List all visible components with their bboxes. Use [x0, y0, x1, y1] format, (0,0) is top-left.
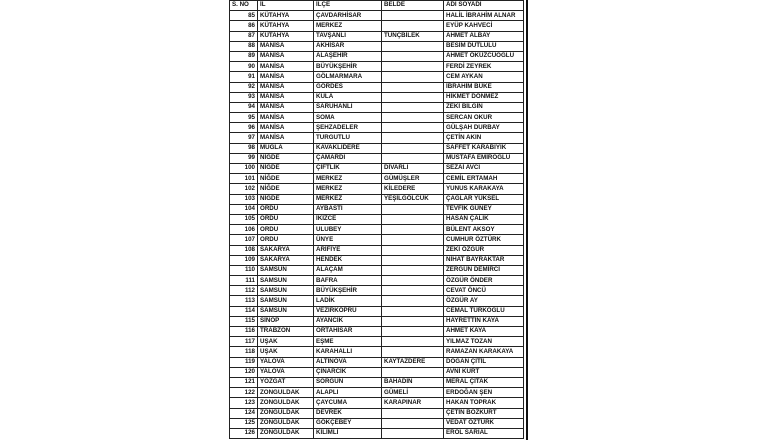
cell-ilce: TURGUTLU	[314, 133, 382, 143]
cell-adi-soyadi: ÇAĞLAR YÜKSEL	[444, 194, 524, 204]
cell-ilce: BAFRA	[314, 276, 382, 286]
cell-belde	[382, 418, 444, 428]
cell-il: SAMSUN	[258, 276, 314, 286]
table-row	[230, 113, 524, 123]
cell-sno: 110	[230, 265, 258, 275]
cell-sno: 109	[230, 255, 258, 265]
cell-adi-soyadi: ÖZGÜR AY	[444, 296, 524, 306]
candidate-table	[229, 0, 524, 439]
cell-belde	[382, 327, 444, 337]
cell-adi-soyadi: CUMHUR ÖZTÜRK	[444, 235, 524, 245]
cell-sno: 91	[230, 72, 258, 82]
cell-adi-soyadi: HALİL İBRAHİM ALNAR	[444, 11, 524, 21]
table-row	[230, 337, 524, 347]
table-row	[230, 377, 524, 387]
table-row	[230, 327, 524, 337]
cell-belde: GÜMELİ	[382, 388, 444, 398]
cell-sno: 103	[230, 194, 258, 204]
cell-sno: 114	[230, 306, 258, 316]
cell-sno: 120	[230, 367, 258, 377]
cell-sno: 119	[230, 357, 258, 367]
cell-adi-soyadi: EROL SARIAL	[444, 428, 524, 438]
cell-adi-soyadi: ZEKİ BİLGİN	[444, 102, 524, 112]
cell-adi-soyadi: NİHAT BAYRAKTAR	[444, 255, 524, 265]
cell-ilce: ÇINARCIK	[314, 367, 382, 377]
cell-sno: 122	[230, 388, 258, 398]
cell-il: MANİSA	[258, 133, 314, 143]
cell-belde: TUNÇBİLEK	[382, 31, 444, 41]
cell-sno: 105	[230, 214, 258, 224]
cell-adi-soyadi: İBRAHİM BÜKE	[444, 82, 524, 92]
cell-sno: 121	[230, 377, 258, 387]
table-row	[230, 184, 524, 194]
cell-sno: 90	[230, 62, 258, 72]
cell-ilce: GÖRDES	[314, 82, 382, 92]
cell-sno: 116	[230, 327, 258, 337]
cell-ilce: MERKEZ	[314, 194, 382, 204]
cell-belde	[382, 143, 444, 153]
cell-ilce: ALAPLI	[314, 388, 382, 398]
table-row	[230, 367, 524, 377]
cell-sno: 98	[230, 143, 258, 153]
cell-ilce: HENDEK	[314, 255, 382, 265]
cell-adi-soyadi: CEMİL ERTAMAH	[444, 174, 524, 184]
table-row	[230, 102, 524, 112]
table-row	[230, 408, 524, 418]
cell-belde: DİVARLI	[382, 164, 444, 174]
table-row	[230, 72, 524, 82]
table-row	[230, 51, 524, 61]
cell-il: MANİSA	[258, 82, 314, 92]
cell-ilce: ARİFİYE	[314, 245, 382, 255]
table-row	[230, 153, 524, 163]
cell-adi-soyadi: BESİM DUTLULU	[444, 41, 524, 51]
cell-ilce: ŞEHZADELER	[314, 123, 382, 133]
cell-ilce: KAVAKLIDERE	[314, 143, 382, 153]
cell-ilce: ALAŞEHİR	[314, 51, 382, 61]
cell-belde	[382, 82, 444, 92]
cell-belde	[382, 92, 444, 102]
cell-sno: 112	[230, 286, 258, 296]
cell-adi-soyadi: AHMET KAYA	[444, 327, 524, 337]
cell-ilce: ALAÇAM	[314, 265, 382, 275]
cell-belde	[382, 316, 444, 326]
cell-il: NİĞDE	[258, 153, 314, 163]
cell-sno: 92	[230, 82, 258, 92]
cell-belde	[382, 265, 444, 275]
cell-il: ZONGULDAK	[258, 398, 314, 408]
cell-il: MANİSA	[258, 102, 314, 112]
table-row	[230, 31, 524, 41]
cell-adi-soyadi: ÖZGÜR ÖNDER	[444, 276, 524, 286]
cell-belde	[382, 235, 444, 245]
cell-adi-soyadi: ÇETİN BOZKURT	[444, 408, 524, 418]
table-row	[230, 316, 524, 326]
cell-ilce: AKHİSAR	[314, 41, 382, 51]
cell-adi-soyadi: SAFFET KARABIYIK	[444, 143, 524, 153]
cell-adi-soyadi: ZERGÜN DEMİRCİ	[444, 265, 524, 275]
table-row	[230, 11, 524, 21]
cell-belde	[382, 408, 444, 418]
cell-ilce: ÇAVDARHİSAR	[314, 11, 382, 21]
cell-adi-soyadi: DOĞAN ÇİTİL	[444, 357, 524, 367]
cell-sno: 100	[230, 164, 258, 174]
cell-sno: 101	[230, 174, 258, 184]
cell-belde: GÜMÜŞLER	[382, 174, 444, 184]
cell-adi-soyadi: MERAL ÇITAK	[444, 377, 524, 387]
cell-sno: 123	[230, 398, 258, 408]
table-header-row	[230, 1, 524, 11]
cell-belde	[382, 123, 444, 133]
cell-adi-soyadi: BÜLENT AKSOY	[444, 225, 524, 235]
cell-il: MANİSA	[258, 41, 314, 51]
cell-il: ORDU	[258, 235, 314, 245]
table-row	[230, 225, 524, 235]
cell-adi-soyadi: CEMAL TÜRKOĞLU	[444, 306, 524, 316]
cell-belde: BAHADIN	[382, 377, 444, 387]
cell-il: ZONGULDAK	[258, 428, 314, 438]
cell-ilce: ÇAYCUMA	[314, 398, 382, 408]
cell-ilce: ÇİFTLİK	[314, 164, 382, 174]
cell-il: NİĞDE	[258, 194, 314, 204]
table-row	[230, 123, 524, 133]
table-row	[230, 204, 524, 214]
cell-il: SAKARYA	[258, 255, 314, 265]
cell-adi-soyadi: ZEKİ ÖZGÜR	[444, 245, 524, 255]
cell-belde	[382, 306, 444, 316]
cell-belde: YEŞİLGÖLCÜK	[382, 194, 444, 204]
cell-il: YALOVA	[258, 367, 314, 377]
table-row	[230, 265, 524, 275]
cell-sno: 118	[230, 347, 258, 357]
cell-ilce: SORGUN	[314, 377, 382, 387]
table-row	[230, 194, 524, 204]
cell-belde	[382, 255, 444, 265]
cell-ilce: TAVŞANLI	[314, 31, 382, 41]
cell-il: MANİSA	[258, 92, 314, 102]
cell-adi-soyadi: ERDOĞAN ŞEN	[444, 388, 524, 398]
cell-sno: 104	[230, 204, 258, 214]
cell-belde	[382, 245, 444, 255]
cell-adi-soyadi: YILMAZ TOZAN	[444, 337, 524, 347]
table-row	[230, 418, 524, 428]
cell-adi-soyadi: RAMAZAN KARAKAYA	[444, 347, 524, 357]
table-row	[230, 92, 524, 102]
cell-belde	[382, 367, 444, 377]
cell-ilce: AYBASTI	[314, 204, 382, 214]
cell-sno: 94	[230, 102, 258, 112]
cell-belde	[382, 337, 444, 347]
cell-adi-soyadi: SEZAİ AVCI	[444, 164, 524, 174]
cell-il: ORDU	[258, 225, 314, 235]
cell-ilce: MERKEZ	[314, 184, 382, 194]
table-row	[230, 214, 524, 224]
table-row	[230, 388, 524, 398]
cell-adi-soyadi: HİKMET DÖNMEZ	[444, 92, 524, 102]
cell-ilce: SARUHANLI	[314, 102, 382, 112]
cell-belde	[382, 21, 444, 31]
cell-belde	[382, 102, 444, 112]
cell-belde	[382, 153, 444, 163]
cell-il: ZONGULDAK	[258, 388, 314, 398]
cell-adi-soyadi: MUSTAFA EMİROĞLU	[444, 153, 524, 163]
cell-belde	[382, 347, 444, 357]
cell-ilce: ULUBEY	[314, 225, 382, 235]
cell-sno: 115	[230, 316, 258, 326]
cell-belde	[382, 72, 444, 82]
cell-sno: 99	[230, 153, 258, 163]
cell-il: UŞAK	[258, 347, 314, 357]
cell-ilce: KULA	[314, 92, 382, 102]
cell-belde	[382, 51, 444, 61]
table-row	[230, 306, 524, 316]
table-body	[230, 11, 524, 439]
document-page	[229, 0, 527, 440]
cell-belde	[382, 286, 444, 296]
cell-sno: 89	[230, 51, 258, 61]
table-row	[230, 21, 524, 31]
table-row	[230, 174, 524, 184]
cell-ilce: KARAHALLI	[314, 347, 382, 357]
cell-il: SAKARYA	[258, 245, 314, 255]
table-row	[230, 235, 524, 245]
cell-ilce: ÇAMARDI	[314, 153, 382, 163]
page-right-edge	[526, 0, 528, 440]
cell-il: SAMSUN	[258, 265, 314, 275]
cell-ilce: MERKEZ	[314, 21, 382, 31]
cell-il: SAMSUN	[258, 286, 314, 296]
header-belde: BELDE	[382, 1, 444, 11]
cell-sno: 96	[230, 123, 258, 133]
cell-belde	[382, 428, 444, 438]
cell-sno: 88	[230, 41, 258, 51]
cell-adi-soyadi: FERDİ ZEYREK	[444, 62, 524, 72]
cell-il: NİĞDE	[258, 184, 314, 194]
cell-sno: 113	[230, 296, 258, 306]
cell-il: KÜTAHYA	[258, 11, 314, 21]
table-row	[230, 357, 524, 367]
cell-ilce: ORTAHİSAR	[314, 327, 382, 337]
cell-adi-soyadi: CEVAT ÖNCÜ	[444, 286, 524, 296]
cell-belde	[382, 214, 444, 224]
header-il: İL	[258, 1, 314, 11]
cell-belde	[382, 296, 444, 306]
table-row	[230, 255, 524, 265]
table-row	[230, 347, 524, 357]
cell-adi-soyadi: TEVFİK GÜNEY	[444, 204, 524, 214]
cell-adi-soyadi: HAYRETTİN KAYA	[444, 316, 524, 326]
cell-il: TRABZON	[258, 327, 314, 337]
cell-adi-soyadi: SERCAN OKUR	[444, 113, 524, 123]
cell-adi-soyadi: AHMET ÖKÜZCÜOĞLU	[444, 51, 524, 61]
table-row	[230, 41, 524, 51]
cell-adi-soyadi: AHMET ALBAY	[444, 31, 524, 41]
cell-ilce: BÜYÜKŞEHİR	[314, 62, 382, 72]
cell-ilce: GÖLMARMARA	[314, 72, 382, 82]
table-row	[230, 164, 524, 174]
cell-sno: 108	[230, 245, 258, 255]
table-row	[230, 296, 524, 306]
cell-belde	[382, 204, 444, 214]
cell-il: ZONGULDAK	[258, 408, 314, 418]
cell-sno: 126	[230, 428, 258, 438]
cell-ilce: BÜYÜKŞEHİR	[314, 286, 382, 296]
cell-ilce: AYANCIK	[314, 316, 382, 326]
cell-ilce: ÜNYE	[314, 235, 382, 245]
header-sno: S. NO	[230, 1, 258, 11]
cell-sno: 125	[230, 418, 258, 428]
table-row	[230, 398, 524, 408]
cell-adi-soyadi: VEDAT ÖZTÜRK	[444, 418, 524, 428]
cell-il: SAMSUN	[258, 306, 314, 316]
cell-ilce: KİLİMLİ	[314, 428, 382, 438]
cell-sno: 93	[230, 92, 258, 102]
cell-belde	[382, 133, 444, 143]
cell-adi-soyadi: AVNİ KURT	[444, 367, 524, 377]
cell-belde	[382, 41, 444, 51]
cell-il: MANİSA	[258, 51, 314, 61]
cell-belde	[382, 276, 444, 286]
cell-sno: 106	[230, 225, 258, 235]
cell-adi-soyadi: GÜLŞAH DURBAY	[444, 123, 524, 133]
cell-ilce: LADİK	[314, 296, 382, 306]
cell-ilce: SOMA	[314, 113, 382, 123]
cell-il: ORDU	[258, 204, 314, 214]
table-row	[230, 62, 524, 72]
cell-ilce: ALTINOVA	[314, 357, 382, 367]
cell-il: KÜTAHYA	[258, 21, 314, 31]
cell-sno: 124	[230, 408, 258, 418]
table-row	[230, 276, 524, 286]
table-row	[230, 428, 524, 438]
cell-sno: 97	[230, 133, 258, 143]
cell-sno: 102	[230, 184, 258, 194]
cell-belde: KAYTAZDERE	[382, 357, 444, 367]
cell-il: NİĞDE	[258, 164, 314, 174]
header-ilce: İLÇE	[314, 1, 382, 11]
cell-adi-soyadi: ÇETİN AKIN	[444, 133, 524, 143]
cell-il: MANİSA	[258, 62, 314, 72]
table-row	[230, 143, 524, 153]
cell-belde	[382, 113, 444, 123]
cell-sno: 107	[230, 235, 258, 245]
cell-il: ORDU	[258, 214, 314, 224]
cell-ilce: İKİZCE	[314, 214, 382, 224]
cell-il: SAMSUN	[258, 296, 314, 306]
cell-il: ZONGULDAK	[258, 418, 314, 428]
cell-sno: 86	[230, 21, 258, 31]
table-row	[230, 245, 524, 255]
table-row	[230, 286, 524, 296]
cell-il: MANİSA	[258, 123, 314, 133]
cell-ilce: MERKEZ	[314, 174, 382, 184]
cell-sno: 87	[230, 31, 258, 41]
header-adi-soyadi: ADI SOYADI	[444, 1, 524, 11]
cell-il: MUĞLA	[258, 143, 314, 153]
cell-sno: 111	[230, 276, 258, 286]
table-row	[230, 82, 524, 92]
cell-il: NİĞDE	[258, 174, 314, 184]
cell-ilce: VEZİRKÖPRÜ	[314, 306, 382, 316]
cell-il: MANİSA	[258, 72, 314, 82]
cell-sno: 85	[230, 11, 258, 21]
cell-il: UŞAK	[258, 337, 314, 347]
cell-belde	[382, 225, 444, 235]
cell-ilce: EŞME	[314, 337, 382, 347]
cell-belde: KARAPINAR	[382, 398, 444, 408]
cell-belde: KİLEDERE	[382, 184, 444, 194]
cell-adi-soyadi: HASAN ÇALIK	[444, 214, 524, 224]
cell-sno: 95	[230, 113, 258, 123]
cell-adi-soyadi: YUNUS KARAKAYA	[444, 184, 524, 194]
cell-il: KÜTAHYA	[258, 31, 314, 41]
cell-il: MANİSA	[258, 113, 314, 123]
table-row	[230, 133, 524, 143]
cell-adi-soyadi: EYÜP KAHVECİ	[444, 21, 524, 31]
cell-adi-soyadi: HAKAN TOPRAK	[444, 398, 524, 408]
cell-ilce: DEVREK	[314, 408, 382, 418]
cell-sno: 117	[230, 337, 258, 347]
cell-il: SİNOP	[258, 316, 314, 326]
cell-adi-soyadi: CEM AYKAN	[444, 72, 524, 82]
cell-il: YOZGAT	[258, 377, 314, 387]
cell-ilce: GÖKÇEBEY	[314, 418, 382, 428]
cell-belde	[382, 62, 444, 72]
cell-il: YALOVA	[258, 357, 314, 367]
cell-belde	[382, 11, 444, 21]
